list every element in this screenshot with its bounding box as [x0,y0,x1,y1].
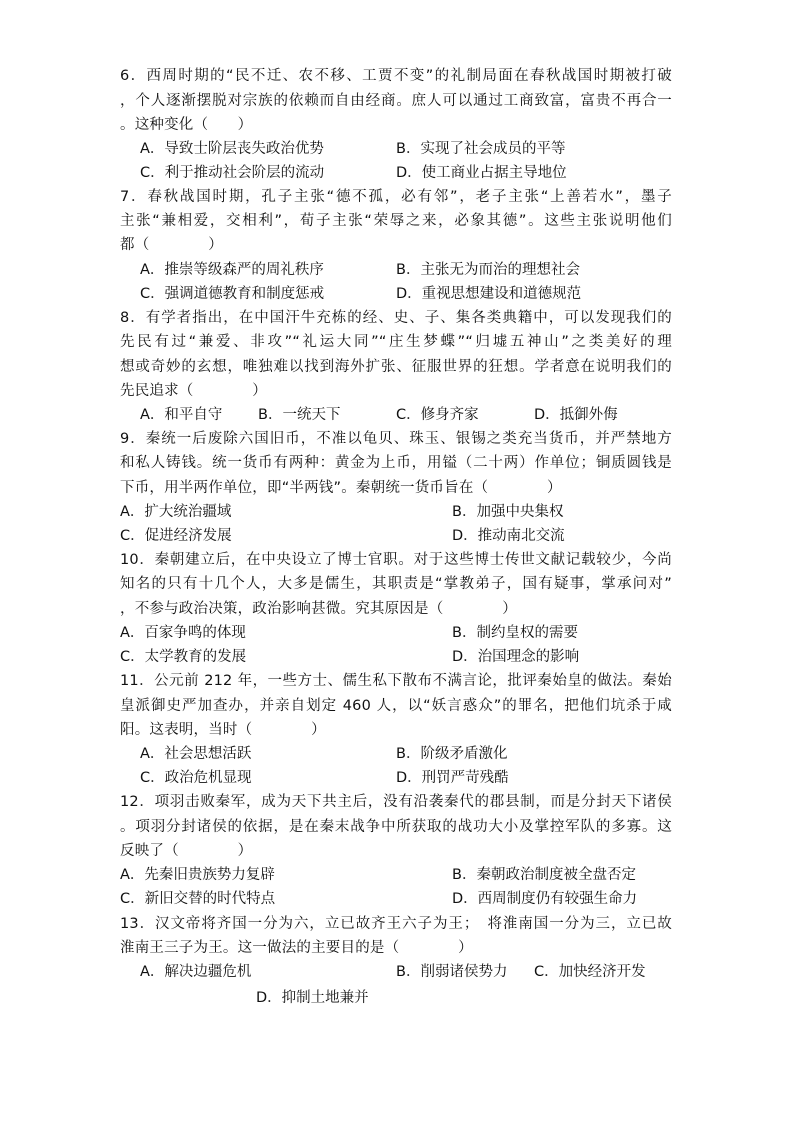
q7-stem-line-1: 7．春秋战国时期，孔子主张“德不孤，必有邻”，老子主张“上善若水”，墨子 [120,189,672,205]
q12-stem-line-2: 。项羽分封诸侯的依据，是在秦末战争中所获取的战功大小及掌控军队的多寡。这 [120,819,672,835]
q6-option-b: B．实现了社会成员的平等 [396,141,566,157]
q12-option-c: C．新旧交替的时代特点 [120,891,276,907]
q8-stem-line-4: 先民追求（ ） [120,383,267,399]
q11-stem-line-3: 阳。这表明，当时（ ） [120,722,326,738]
q7-option-c: C．强调道德教育和制度惩戒 [140,286,325,302]
q8-option-b: B．一统天下 [258,407,341,423]
q8-option-c: C．修身齐家 [396,407,479,423]
q9-stem-line-1: 9．秦统一后废除六国旧币，不准以龟贝、珠玉、银锡之类充当货币，并严禁地方 [120,431,672,447]
q13-option-d: D．抑制土地兼并 [256,990,369,1006]
q11-stem-line-2: 皇派御史严加查办，并亲自划定 460 人，以“妖言惑众”的罪名，把他们坑杀于咸 [120,698,672,714]
q10-option-c: C．太学教育的发展 [120,649,247,665]
q8-stem-line-2: 先民有过“兼爱、非攻”“礼运大同”“庄生梦蝶”“归墟五神山”之类美好的理 [120,334,672,350]
q8-stem-line-1: 8．有学者指出，在中国汗牛充栋的经、史、子、集各类典籍中，可以发现我们的 [120,310,672,326]
q7-stem-line-2: 主张“兼相爱，交相利”，荀子主张“荣辱之来，必象其德”。这些主张说明他们 [120,213,672,229]
q12-option-b: B．秦朝政治制度被全盘否定 [452,867,636,883]
q12-stem-line-3: 反映了（ ） [120,843,253,859]
q9-option-c: C．促进经济发展 [120,528,232,544]
q11-option-a: A．社会思想活跃 [140,746,252,762]
q13-option-a: A．解决边疆危机 [140,964,252,980]
q6-option-c: C．利于推动社会阶层的流动 [140,165,325,181]
q11-option-c: C．政治危机显现 [140,770,252,786]
q7-option-d: D．重视思想建设和道德规范 [396,286,582,302]
q6-stem-line-1: 6．西周时期的“民不迁、农不移、工贾不变”的礼制局面在春秋战国时期被打破 [120,68,672,84]
q10-stem-line-3: ，不参与政治决策，政治影响甚微。究其原因是（ ） [120,601,517,617]
q8-option-d: D．抵御外侮 [534,407,618,423]
q9-option-a: A．扩大统治疆域 [120,504,232,520]
q10-option-d: D．治国理念的影响 [452,649,580,665]
q11-option-b: B．阶级矛盾激化 [396,746,508,762]
q6-stem-line-2: ，个人逐渐摆脱对宗族的依赖而自由经商。庶人可以通过工商致富，富贵不再合一 [120,93,672,109]
q11-option-d: D．刑罚严苛残酷 [396,770,509,786]
q8-option-a: A．和平自守 [140,407,223,423]
q6-stem-line-3: 。这种变化（ ） [120,117,253,133]
q9-stem-line-3: 下币，用半两作单位，即“半两钱”。秦朝统一货币旨在（ ） [120,480,562,496]
q11-stem-line-1: 11．公元前 212 年，一些方士、儒生私下散布不满言论，批评秦始皇的做法。秦始 [120,673,672,689]
q10-option-b: B．制约皇权的需要 [452,625,578,641]
q13-option-b: B．削弱诸侯势力 [396,964,508,980]
q6-option-a: A．导致士阶层丧失政治优势 [140,141,324,157]
q7-stem-line-3: 都（ ） [120,237,223,253]
q13-option-c: C．加快经济开发 [534,964,646,980]
q7-option-a: A．推崇等级森严的周礼秩序 [140,262,324,278]
q12-option-d: D．西周制度仍有较强生命力 [452,891,638,907]
q10-stem-line-1: 10．秦朝建立后，在中央设立了博士官职。对于这些博士传世文献记载较少，今尚 [120,552,672,568]
q6-option-d: D．使工商业占据主导地位 [396,165,567,181]
q12-stem-line-1: 12．项羽击败秦军，成为天下共主后，没有沿袭秦代的郡县制，而是分封天下诸侯 [120,794,672,810]
q9-option-d: D．推动南北交流 [452,528,565,544]
q13-stem-line-2: 淮南王三子为王。这一做法的主要目的是（ ） [120,940,473,956]
q10-option-a: A．百家争鸣的体现 [120,625,246,641]
q8-stem-line-3: 想或奇妙的玄想，唯独难以找到海外扩张、征服世界的狂想。学者意在说明我们的 [120,359,672,375]
q10-stem-line-2: 知名的只有十几个人，大多是儒生，其职责是“掌教弟子，国有疑事，掌承问对” [120,576,672,592]
q12-option-a: A．先秦旧贵族势力复辟 [120,867,275,883]
q9-stem-line-2: 和私人铸钱。统一货币有两种：黄金为上币，用镒（二十两）作单位；铜质圆钱是 [120,455,672,471]
q9-option-b: B．加强中央集权 [452,504,564,520]
q7-option-b: B．主张无为而治的理想社会 [396,262,580,278]
q13-stem-line-1: 13．汉文帝将齐国一分为六，立已故齐王六子为王； 将淮南国一分为三，立已故 [120,916,672,932]
